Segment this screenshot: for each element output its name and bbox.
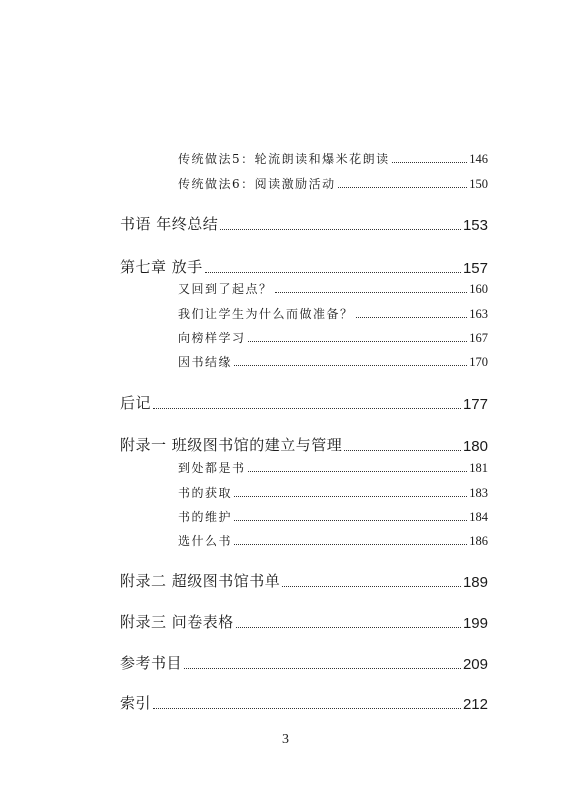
toc-entry xyxy=(178,484,488,501)
toc-entry xyxy=(120,611,488,632)
toc-entry-title: 附录三 问卷表格 xyxy=(120,613,234,631)
toc-entry-page: 160 xyxy=(469,282,488,296)
toc-entry-title: 书语 年终总结 xyxy=(120,215,219,233)
toc-leader-dots xyxy=(184,667,461,669)
toc-entry-page: 153 xyxy=(462,217,488,234)
toc-entry-title: 书的维护 xyxy=(178,510,233,524)
toc-entry-page: 183 xyxy=(469,486,488,500)
toc-entry-title: 又回到了起点？ xyxy=(178,282,273,296)
toc-entry-page: 157 xyxy=(462,260,488,277)
toc-leader-dots xyxy=(234,364,467,366)
toc-entry xyxy=(120,692,488,713)
toc-entry-title: 索引 xyxy=(120,694,152,712)
toc-leader-dots xyxy=(153,707,461,709)
toc-entry xyxy=(178,305,488,322)
toc-leader-dots xyxy=(392,161,468,163)
toc-entry-title: 第七章 放手 xyxy=(120,258,203,276)
toc-entry-title: 向榜样学习 xyxy=(178,331,246,345)
toc-entry xyxy=(178,353,488,370)
toc-entry xyxy=(178,175,488,192)
toc-entry-title: 选什么书 xyxy=(178,534,233,548)
toc-entry xyxy=(178,532,488,549)
toc-leader-dots xyxy=(282,585,461,587)
toc-leader-dots xyxy=(234,495,467,497)
toc-leader-dots xyxy=(205,271,461,273)
toc-entry xyxy=(120,256,488,277)
toc-entry-title: 我们让学生为什么而做准备？ xyxy=(178,307,354,321)
toc-entry-title: 书的获取 xyxy=(178,486,233,500)
toc-entry-page: 170 xyxy=(469,355,488,369)
toc-entry xyxy=(120,392,488,413)
toc-leader-dots xyxy=(236,626,461,628)
toc-entry xyxy=(178,329,488,346)
toc-leader-dots xyxy=(356,316,468,318)
toc-entry-page: 150 xyxy=(469,177,488,191)
toc-entry-page: 146 xyxy=(469,152,488,166)
toc-entry-page: 177 xyxy=(462,396,488,413)
toc-entry xyxy=(120,652,488,673)
toc-entry xyxy=(178,280,488,297)
toc-leader-dots xyxy=(153,407,461,409)
toc-entry-page: 189 xyxy=(462,574,488,591)
toc-entry xyxy=(178,150,488,167)
page-number: 3 xyxy=(282,732,289,747)
toc-entry-page: 209 xyxy=(462,656,488,673)
toc-leader-dots xyxy=(344,449,461,451)
toc-leader-dots xyxy=(220,228,461,230)
toc-entry xyxy=(120,570,488,591)
toc-entry-page: 184 xyxy=(469,510,488,524)
toc-entry-title: 参考书目 xyxy=(120,654,183,672)
toc-leader-dots xyxy=(275,291,468,293)
toc-leader-dots xyxy=(338,186,468,188)
toc-entry xyxy=(178,459,488,476)
toc-entry-page: 181 xyxy=(469,461,488,475)
toc-leader-dots xyxy=(234,519,467,521)
toc-entry-page: 163 xyxy=(469,307,488,321)
toc-entry xyxy=(120,434,488,455)
toc-leader-dots xyxy=(248,340,468,342)
toc-entry-page: 199 xyxy=(462,615,488,632)
toc-entry-title: 后记 xyxy=(120,394,152,412)
toc-leader-dots xyxy=(248,470,468,472)
toc-entry-page: 186 xyxy=(469,534,488,548)
toc-entry xyxy=(120,213,488,234)
toc-entry-title: 传统做法6：阅读激励活动 xyxy=(178,177,336,191)
toc-entry-page: 212 xyxy=(462,696,488,713)
toc-entry-title: 到处都是书 xyxy=(178,461,246,475)
toc-entry-title: 附录一 班级图书馆的建立与管理 xyxy=(120,436,343,454)
toc-entry-title: 传统做法5：轮流朗读和爆米花朗读 xyxy=(178,152,390,166)
toc-entry xyxy=(178,508,488,525)
toc-entry-page: 180 xyxy=(462,438,488,455)
toc-entry-title: 附录二 超级图书馆书单 xyxy=(120,572,281,590)
toc-leader-dots xyxy=(234,543,467,545)
toc-entry-title: 因书结缘 xyxy=(178,355,233,369)
toc-entry-page: 167 xyxy=(469,331,488,345)
